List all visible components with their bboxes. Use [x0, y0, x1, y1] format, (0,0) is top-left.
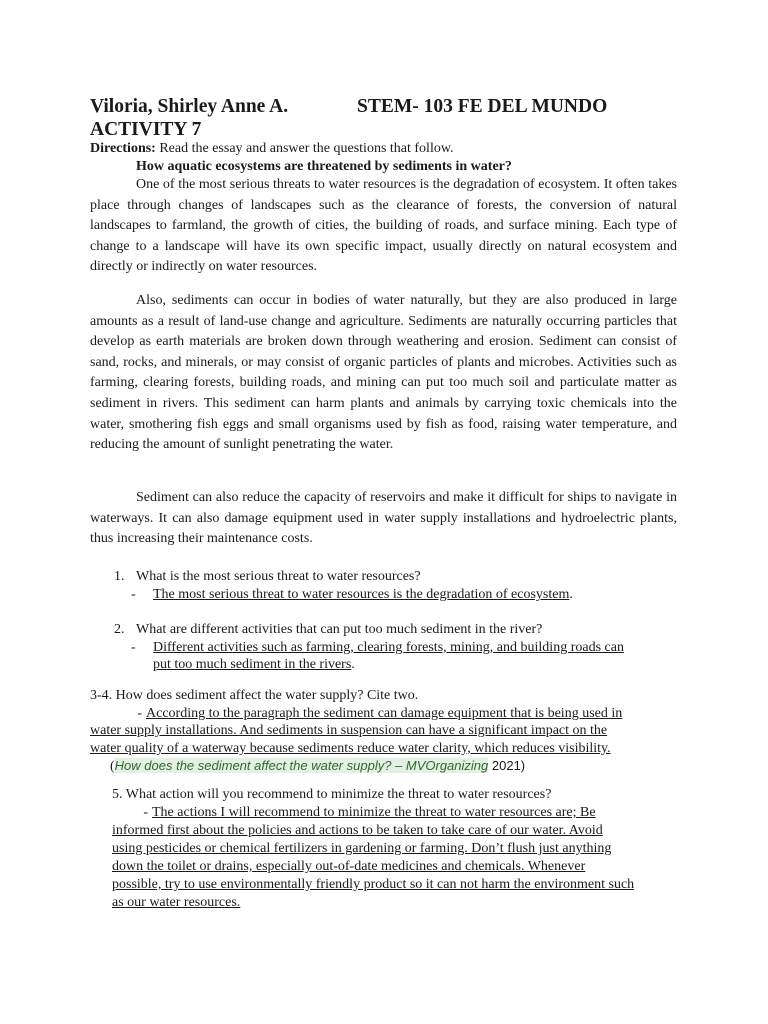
answer-5-line-4: down the toilet or drains, especially out-of-date medicines and chemicals. Whenever: [112, 859, 586, 874]
directions-label: Directions:: [90, 141, 156, 156]
answer-5-line-2: informed first about the policies and actions to be taken to take care of our water. Avoid: [112, 823, 603, 838]
activity-title: ACTIVITY 7: [90, 119, 202, 140]
essay-title: How aquatic ecosystems are threatened by sediments in water?: [136, 159, 512, 174]
answer-5-line-5: possible, try to use environmentally friendly product so it can not harm the environment such: [112, 877, 635, 892]
directions-text: Read the essay and answer the questions that follow.: [159, 141, 454, 156]
answer-3-4-line-1: - According to the paragraph the sediment can damage equipment that is being used in: [137, 706, 623, 721]
answer-3-4-line-2: water supply installations. And sediments in suspension can have a significant impact on the: [90, 723, 608, 738]
question-5: 5. What action will you recommend to minimize the threat to water resources?: [112, 787, 552, 802]
answer-1: The most serious threat to water resources is the degradation of ecosystem.: [153, 587, 573, 602]
essay-paragraph-3: Sediment can also reduce the capacity of reservoirs and make it difficult for ships to navigate in waterways. It can also damage equipment used in water supply installations and hydroelectric plants, thus increasing their maintenance costs.: [90, 490, 677, 547]
answer-2-line-2: put too much sediment in the rivers.: [153, 657, 355, 672]
question-1-number: 1.: [114, 569, 125, 584]
citation-link[interactable]: How does the sediment affect the water supply? – MVOrganizing: [114, 758, 489, 773]
answer-5-line-3: using pesticides or chemical fertilizers in gardening or farming. Don’t flush just anything: [112, 841, 612, 856]
question-2-number: 2.: [114, 622, 125, 637]
section-name: STEM- 103 FE DEL MUNDO: [357, 96, 608, 117]
question-3-4: 3-4. How does sediment affect the water supply? Cite two.: [90, 688, 419, 703]
answer-2-line-1: Different activities such as farming, clearing forests, mining, and building roads can: [153, 640, 624, 655]
essay-paragraph-2: Also, sediments can occur in bodies of water naturally, but they are also produced in large amounts as a result of land-use change and agriculture. Sediments are naturally occurring particles that develop as earth materials are broken down through weathering and erosion. Sediment can consist of sand, rocks, and minerals, or may consist of organic particles of plants and microbes. Activities such as farming, clearing forests, building roads, and mining can put too much soil and particulate matter as sediment in rivers. This sediment can harm plants and animals by carrying toxic chemicals into the water, smothering fish eggs and small organisms used by fish as food, raising water temperature, and reducing the amount of sunlight penetrating the water.: [90, 293, 677, 453]
question-2: What are different activities that can put too much sediment in the river?: [136, 622, 543, 637]
student-name: Viloria, Shirley Anne A.: [90, 96, 289, 117]
answer-1-dash: -: [131, 587, 136, 602]
essay-paragraph-1: One of the most serious threats to water resources is the degradation of ecosystem. It often takes place through changes of landscapes such as the clearance of forests, the conversion of natural landscapes to farmland, the growth of cities, the building of roads, and surface mining. Each type of change to a landscape will have its own specific impact, usually directly on natural ecosystem and directly or indirectly on water resources.: [90, 177, 677, 275]
answer-3-4-line-3: water quality of a waterway because sediments reduce water clarity, which reduces visibility.: [90, 741, 611, 756]
answer-5-line-1: - The actions I will recommend to minimize the threat to water resources are; Be: [143, 805, 596, 820]
citation: (How does the sediment affect the water supply? – MVOrganizing 2021): [110, 758, 526, 774]
answer-5-line-6: as our water resources.: [112, 895, 241, 910]
question-1: What is the most serious threat to water resources?: [136, 569, 421, 584]
answer-2-dash: -: [131, 640, 136, 655]
